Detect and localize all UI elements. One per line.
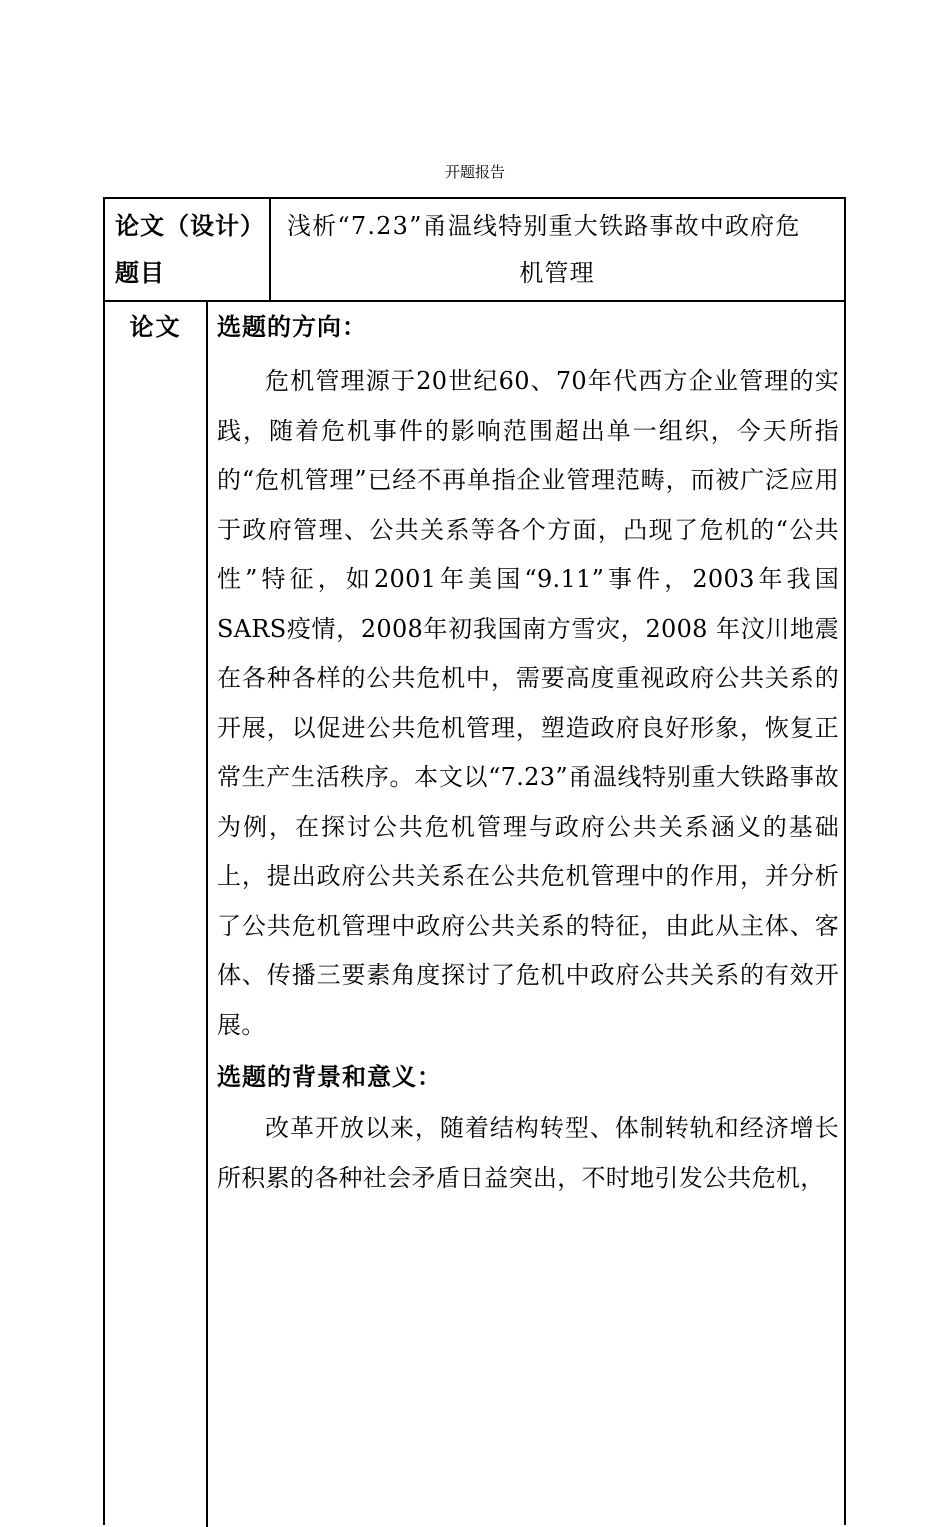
paragraph-direction: 危机管理源于20世纪60、70年代西方企业管理的实践，随着危机事件的影响范围超出单一组织，今天所指的“危机管理”已经不再单指企业管理范畴，而被广泛应用于政府管理、公共关系等各个方面，凸现了危机的“公共性”特征，如2001年美国“9.11”事件，2003年我国SARS疫情，2008年初我国南方雪灾，2008 年汶川地震在各种各样的公共危机中，需要高度重视政府公共关系的开展，以促进公共危机管理，塑造政府良好形象，恢复正常生产生活秩序。本文以“7.23”甬温线特别重大铁路事故为例，在探讨公共危机管理与政府公共关系涵义的基础上，提出政府公共关系在公共危机管理中的作用，并分析了公共危机管理中政府公共关系的特征，由此从主体、客体、传播三要素角度探讨了危机中政府公共关系的有效开展。 [217,367,839,1039]
section-label: 论文 [129,313,182,341]
heading-background: 选题的背景和意义： [217,1063,442,1091]
column-divider [206,302,208,1527]
column-divider [269,199,271,300]
proposal-table [103,197,846,1525]
title-label: 论文（设计）题目 [115,212,265,287]
paragraph-background: 改革开放以来，随着结构转型、体制转轨和经济增长所积累的各种社会矛盾日益突出，不时地引发公共危机， [217,1114,839,1192]
heading-direction: 选题的方向： [217,313,367,341]
thesis-title-line-1: 浅析“7.23”甬温线特别重大铁路事故中政府危 [287,212,801,240]
row-divider [105,300,844,302]
thesis-title [287,203,827,297]
page-header: 开题报告 [444,163,505,181]
section-content [217,307,839,1203]
thesis-title-line-2: 机管理 [519,259,595,287]
